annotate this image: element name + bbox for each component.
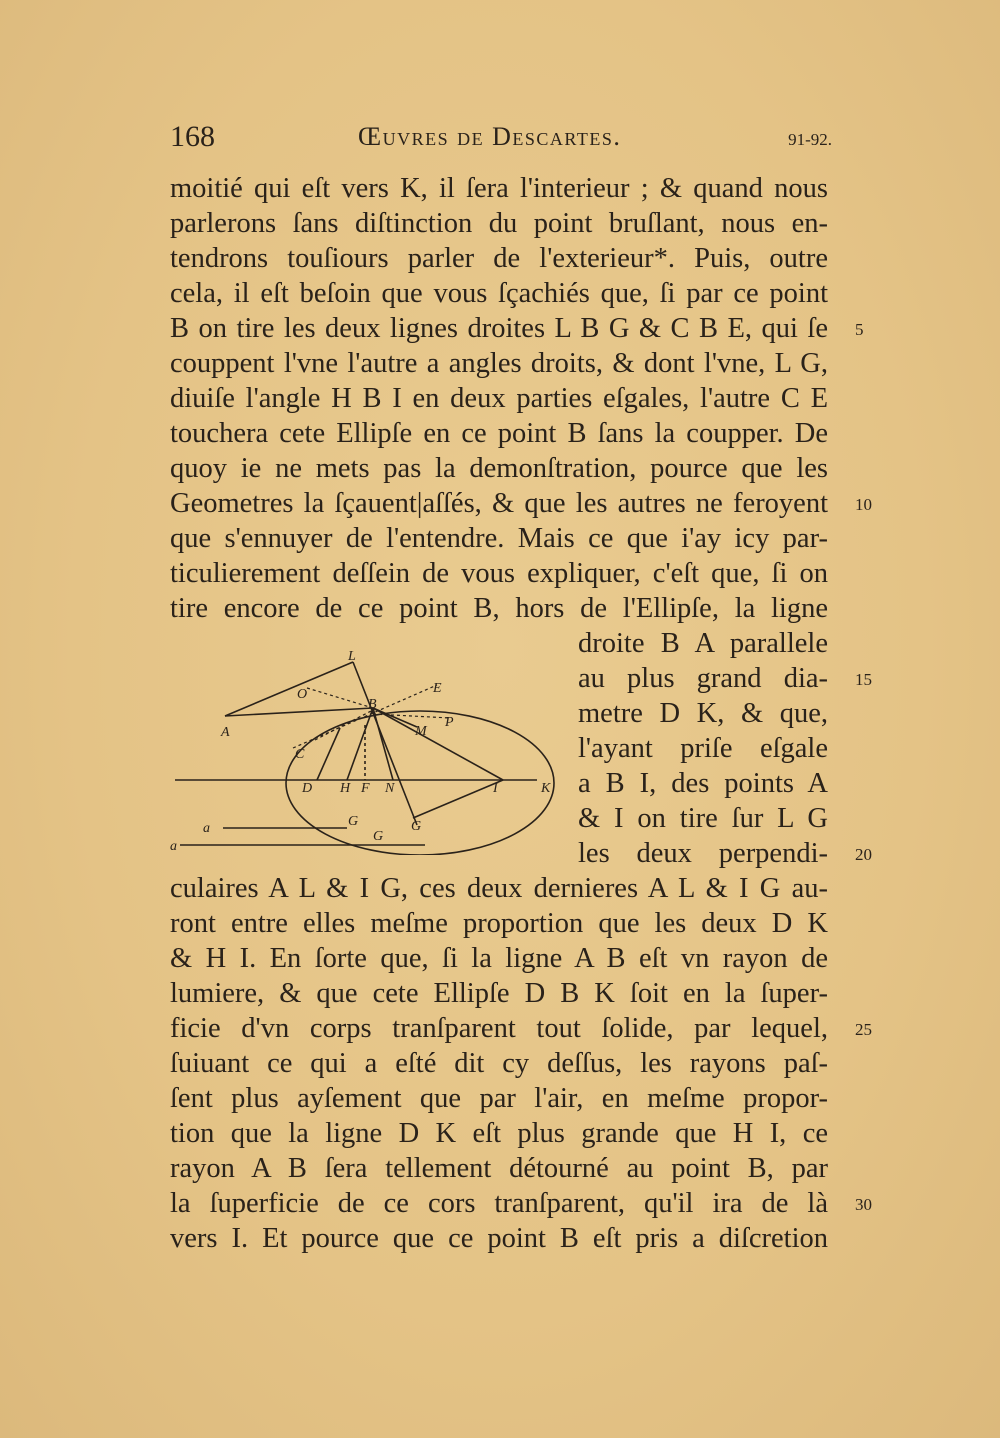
text-line: ſuiuant ce qui a eſté dit cy deſſus, les rayons paſ-	[170, 1048, 828, 1079]
text-line: la ſuperficie de ce cors tranſparent, qu'il ira de là	[170, 1188, 828, 1219]
margin-line-number: 30	[855, 1195, 872, 1214]
label-n: N	[385, 781, 395, 796]
margin-line-number: 20	[855, 845, 872, 864]
margin-line-number: 25	[855, 1020, 872, 1039]
side-text-line: au plus grand dia-	[578, 663, 828, 694]
line-o-b	[307, 688, 373, 708]
label-b: B	[368, 697, 377, 712]
label-k: K	[541, 781, 551, 796]
text-line: tion que la ligne D K eſt plus grande que H I, ce	[170, 1118, 828, 1149]
text-line: lumiere, & que cete Ellipſe D B K ſoit en la ſuper-	[170, 978, 828, 1009]
margin-line-number: 15	[855, 670, 872, 689]
text-line: tire encore de ce point B, hors de l'Ellipſe, la ligne	[170, 593, 828, 624]
label-e: E	[433, 681, 442, 696]
text-line: touchera cete Ellipſe en ce point B ſans la coupper. De	[170, 418, 828, 449]
line-b-n	[373, 708, 393, 780]
label-l: L	[348, 649, 356, 664]
page-header	[170, 120, 832, 160]
text-line: parlerons ſans diſtinction du point bruſlant, nous en-	[170, 208, 828, 239]
text-line: & H I. En ſorte que, ſi la ligne A B eſt vn rayon de	[170, 943, 828, 974]
side-text-line: metre D K, & que,	[578, 698, 828, 729]
folio-reference: 91-92.	[788, 130, 832, 149]
label-h: H	[340, 781, 351, 796]
side-text-line: & I on tire ſur L G	[578, 803, 828, 834]
text-line: ticulierement deſſein de vous expliquer, c'eſt que, ſi on	[170, 558, 828, 589]
text-line: tendrons touſiours parler de l'exterieur*. Puis, outre	[170, 243, 828, 274]
margin-line-number: 10	[855, 495, 872, 514]
label-m: M	[415, 724, 427, 739]
text-line: ſent plus ayſement que par l'air, en meſme propor-	[170, 1083, 828, 1114]
side-text-line: les deux perpendi-	[578, 838, 828, 869]
side-text-line: a B I, des points A	[578, 768, 828, 799]
text-line: culaires A L & I G, ces deux dernieres A L & I G au-	[170, 873, 828, 904]
line-i-g	[413, 780, 503, 818]
text-line: que s'ennuyer de l'entendre. Mais ce que i'ay icy par-	[170, 523, 828, 554]
text-line: Geometres la ſçauent|aſſés, & que les autres ne feroyent	[170, 488, 828, 519]
label-g-middle: G	[373, 829, 384, 844]
text-line: ficie d'vn corps tranſparent tout ſolide, par lequel,	[170, 1013, 828, 1044]
running-title: Œuvres de Descartes.	[358, 122, 622, 151]
label-g-right: G	[411, 819, 422, 834]
label-d: D	[302, 781, 313, 796]
label-p: P	[445, 715, 454, 730]
label-a-lower: a	[170, 839, 177, 854]
label-c: C	[295, 747, 305, 762]
ray-a-b	[225, 708, 373, 716]
line-a-l	[225, 662, 353, 716]
margin-line-number: 5	[855, 320, 864, 339]
label-a: A	[221, 725, 230, 740]
side-text-line: l'ayant priſe eſgale	[578, 733, 828, 764]
ellipse-diagram	[165, 640, 565, 855]
text-line: couppent l'vne l'autre a angles droits, & dont l'vne, L G,	[170, 348, 828, 379]
text-line: cela, il eſt beſoin que vous ſçachiés que, ſi par ce point	[170, 278, 828, 309]
text-line: moitié qui eſt vers K, il ſera l'interieur ; & quand nous	[170, 173, 828, 204]
line-l-g	[353, 662, 417, 825]
text-line: quoy ie ne mets pas la demonſtration, pource que les	[170, 453, 828, 484]
label-a-upper: a	[203, 821, 210, 836]
label-i: I	[493, 781, 498, 796]
label-g-left: G	[348, 814, 359, 829]
side-text-line: droite B A parallele	[578, 628, 828, 659]
text-line: diuiſe l'angle H B I en deux parties eſgales, l'autre C E	[170, 383, 828, 414]
text-line: ront entre elles meſme proportion que les deux D K	[170, 908, 828, 939]
text-line: B on tire les deux lignes droites L B G & C B E, qui ſe	[170, 313, 828, 344]
ellipse-diagram-svg	[165, 640, 565, 855]
page-number: 168	[170, 120, 215, 153]
label-f: F	[361, 781, 370, 796]
label-o: O	[297, 687, 308, 702]
text-line: rayon A B ſera tellement détourné au point B, par	[170, 1153, 828, 1184]
text-line: vers I. Et pource que ce point B eſt pris a diſcretion	[170, 1223, 828, 1254]
